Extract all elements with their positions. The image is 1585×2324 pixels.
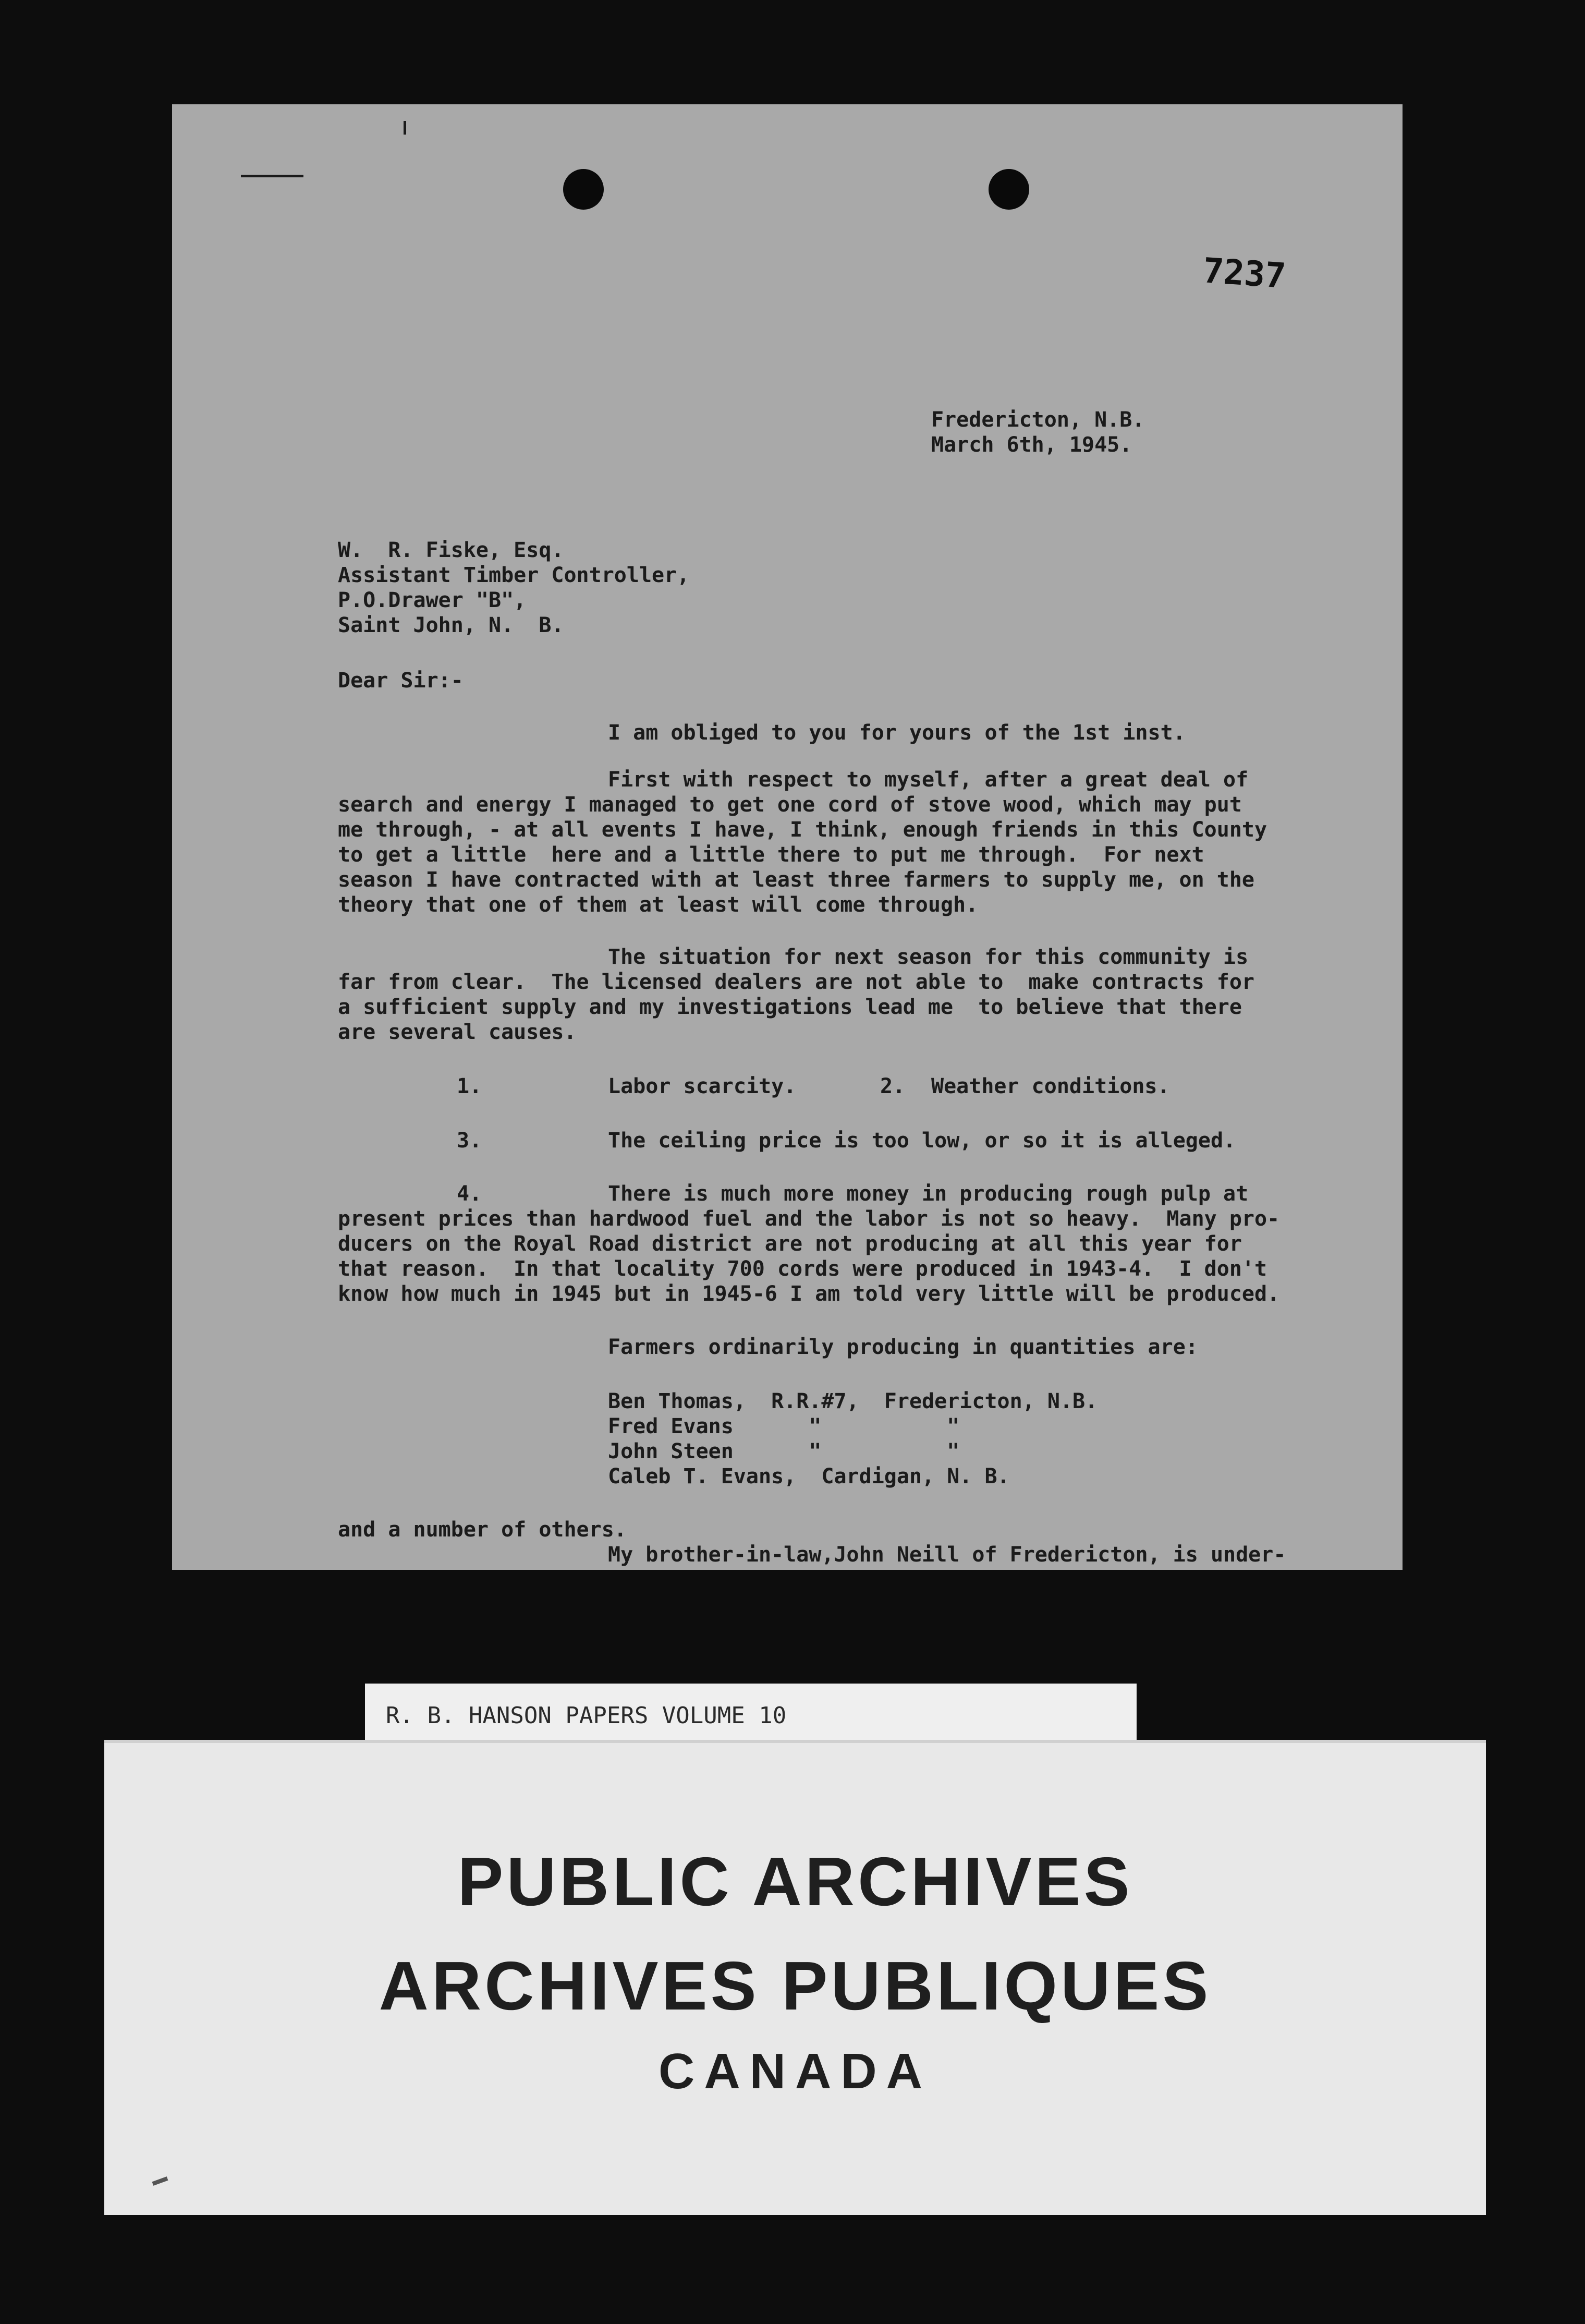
paragraph-3-line: a sufficient supply and my investigations lead me to believe that there: [338, 995, 1242, 1019]
list-item-number: 4.: [457, 1182, 482, 1206]
archives-stamp: [104, 1740, 1486, 2215]
punch-hole-right: [989, 169, 1029, 210]
list-item-text: The ceiling price is too low, or so it is alleged.: [608, 1129, 1236, 1153]
paragraph-3-line: The situation for next season for this community is: [608, 945, 1249, 969]
salutation: Dear Sir:-: [338, 669, 464, 693]
recipient-address: P.O.Drawer "B",: [338, 588, 527, 612]
paragraph-2-line: season I have contracted with at least three farmers to supply me, on the: [338, 868, 1254, 892]
document-number: 7237: [1201, 250, 1287, 296]
farmer-row: Caleb T. Evans, Cardigan, N. B.: [608, 1464, 1010, 1488]
paragraph-2-line: search and energy I managed to get one cord of stove wood, which may put: [338, 793, 1242, 817]
recipient-name: W. R. Fiske, Esq.: [338, 538, 564, 562]
paragraph-3-line: are several causes.: [338, 1020, 577, 1044]
others-line: and a number of others.: [338, 1518, 627, 1542]
farmer-row: Fred Evans " ": [608, 1414, 960, 1438]
paragraph-2-line: theory that one of them at least will come through.: [338, 893, 979, 917]
stamp-line-country: CANADA: [659, 2043, 932, 2099]
list-item-number: 3.: [457, 1129, 482, 1153]
list-item-text: Labor scarcity.: [608, 1074, 797, 1098]
list-item-text: that reason. In that locality 700 cords were produced in 1943-4. I don't: [338, 1257, 1267, 1281]
recipient-title: Assistant Timber Controller,: [338, 563, 690, 587]
list-item-text: There is much more money in producing rough pulp at: [608, 1182, 1249, 1206]
list-item-text: ducers on the Royal Road district are not producing at all this year for: [338, 1232, 1242, 1256]
paragraph-2-line: First with respect to myself, after a great deal of: [608, 768, 1249, 792]
stamp-line-english: PUBLIC ARCHIVES: [457, 1843, 1133, 1920]
list-item-number: 1.: [457, 1074, 482, 1098]
volume-label-text: R. B. HANSON PAPERS VOLUME 10: [386, 1702, 787, 1729]
farmer-row: John Steen " ": [608, 1439, 960, 1463]
letter-place: Fredericton, N.B.: [931, 408, 1145, 432]
list-item-number: 2.: [880, 1074, 906, 1098]
list-item-text: present prices than hardwood fuel and the labor is not so heavy. Many pro-: [338, 1207, 1280, 1231]
letter-date: March 6th, 1945.: [931, 433, 1132, 457]
margin-tick-mark: [404, 121, 406, 135]
last-line: My brother-in-law,John Neill of Fredericton, is under-: [608, 1543, 1286, 1567]
stamp-line-french: ARCHIVES PUBLIQUES: [379, 1947, 1212, 2024]
paragraph-2-line: me through, - at all events I have, I think, enough friends in this County: [338, 818, 1267, 842]
volume-label: [365, 1684, 1137, 1740]
recipient-city: Saint John, N. B.: [338, 613, 564, 637]
paragraph-1: I am obliged to you for yours of the 1st inst.: [608, 721, 1186, 745]
margin-dash-mark: [241, 175, 303, 177]
list-item-text: know how much in 1945 but in 1945-6 I am told very little will be produced.: [338, 1282, 1280, 1306]
list-item-text: Weather conditions.: [931, 1074, 1170, 1098]
punch-hole-left: [563, 169, 604, 210]
farmers-intro: Farmers ordinarily producing in quantities are:: [608, 1335, 1198, 1359]
paragraph-3-line: far from clear. The licensed dealers are not able to make contracts for: [338, 970, 1254, 994]
farmer-row: Ben Thomas, R.R.#7, Fredericton, N.B.: [608, 1389, 1098, 1413]
paragraph-2-line: to get a little here and a little there to put me through. For next: [338, 843, 1204, 867]
letter-page: [172, 104, 1403, 1570]
